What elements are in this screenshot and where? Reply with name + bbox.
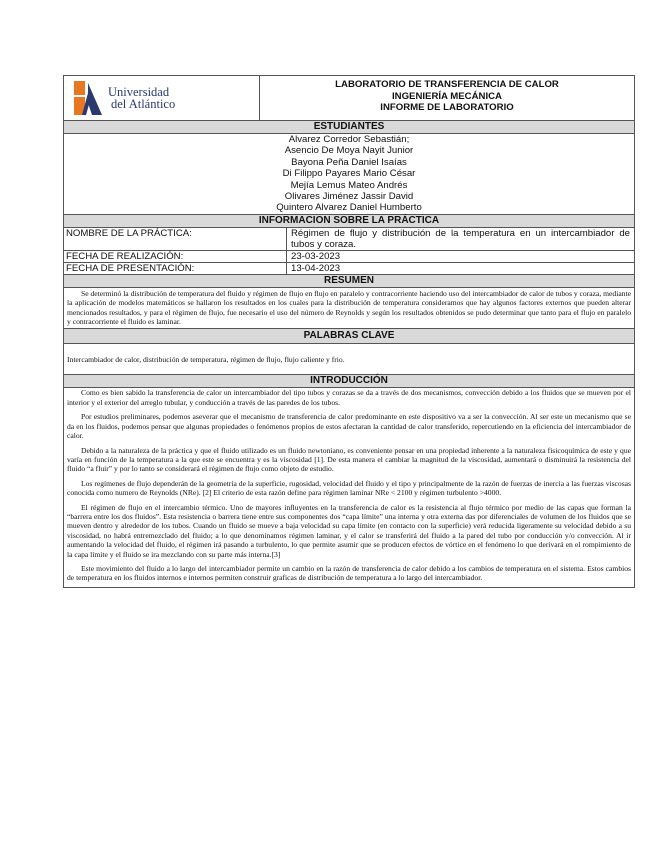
keywords-text: Intercambiador de calor, distribución de temperatura, régimen de flujo, flujo caliente y frio. — [67, 354, 345, 364]
realization-date-row — [64, 250, 634, 262]
university-emblem-icon — [74, 81, 102, 115]
lab-title: LABORATORIO DE TRANSFERENCIA DE CALOR — [335, 79, 559, 90]
student-name: Asencio De Moya Nayit Junior — [284, 145, 414, 157]
student-name: Quintero Alvarez Daniel Humberto — [276, 202, 422, 214]
keywords-heading: PALABRAS CLAVE — [64, 328, 634, 343]
program-title: INGENIERÍA MECÁNICA — [392, 90, 502, 102]
presentation-date-label: FECHA DE PRESENTACIÓN: — [64, 263, 287, 274]
intro-paragraph-2: Por estudios preliminares, podemos aseverar que el mecanismo de transferencia de calor predominante en este dispositivo va a ser la convección. Al ser este un mecanismo que se da en los fluidos, podemos pensar que algunas propiedades o fenómenos propios de estos afectaran la cantidad de calor transferido, repercutiendo en la eficiencia del intercambiador de calor. — [67, 412, 631, 441]
students-heading: ESTUDIANTES — [64, 120, 634, 133]
practice-name-row — [64, 227, 634, 250]
summary-heading: RESUMEN — [64, 274, 634, 287]
students-list — [64, 133, 634, 214]
report-header — [64, 76, 634, 120]
report-type-title: INFORME DE LABORATORIO — [380, 102, 514, 113]
summary-text: Se determinó la distribución de temperatura del fluido y régimen de flujo en flujo en paralelo y contracorriente haciendo uso del intercambiador de calor de tubos y coraza, mediante la aplicación de modelos matemáticos se hallaron los resultados en los cuales para la distribución de temperatura consideramos que hay algunos factores externos que pueden alterar mencionados resultados, y para el régimen de flujo, fue necesario el uso del número de Reynolds y según los resultados obtenidos se pudo determinar que tanto para el flujo en paralelo y contracorriente el fluido es laminar. — [67, 288, 631, 327]
intro-paragraph-6: Este movimiento del fluido a lo largo del intercambiador permite un cambio en la razón de transferencia de calor debido a los cambios de temperatura en el sistema. Estos cambios de temperatura en los fluidos internos e internos permiten construir graficas de distribución de temperatura a lo largo del intercambiador. — [67, 563, 631, 583]
lab-report-page — [63, 75, 635, 588]
keywords-section — [64, 343, 634, 374]
student-name: Di Filippo Payares Mario César — [282, 168, 416, 180]
summary-section — [64, 287, 634, 329]
report-titles — [260, 76, 634, 120]
intro-paragraph-3: Debido a la naturaleza de la práctica y que el fluido utilizado es un fluido newtoniano, es conveniente pensar en una propiedad inherente a la naturaleza fisicoquímica de este y que varía en función de la temperatura a la que este se encuentra y es la viscosidad [1]. De esta manera el cambiar la magnitud de la viscosidad, aumentará o disminuirá la resistencia del fluido “a fluir” y por lo tanto se considerará el régimen de flujo como objeto de estudio. — [67, 445, 631, 474]
university-name — [108, 86, 175, 110]
student-name: Bayona Peña Daniel Isaías — [291, 156, 407, 168]
presentation-date-row — [64, 262, 634, 274]
intro-paragraph-5: El régimen de flujo en el intercambio térmico. Uno de mayores influyentes en la transferencia de calor es la resistencia al flujo térmico por medio de las capas que forman la “barrera entre los dos fluidos”. Esta resistencia o barrera tiene entre sus componentes dos “capa límite” una interna y otra externa das por diferenciales de volumen de los fluidos que se mueven dentro y alrededor de los tubos. Cuando un fluido se mueve a baja velocidad su capa límite (en contacto con la superficie) verá reducida ligeramente su velocidad debido a su viscosidad, no habrá entremezclado del fluido; a lo que denominamos régimen laminar, y el calor se transferirá del fluido a la pared del tubo por conducción y/o convección. Al ir aumentando la velocidad del fluido, el régimen irá pasando a turbulento, lo que permite asumir que se producen efectos de vórtice en el fenómeno lo que derivará en el rompimiento de la capa límite y el fluido se ira mezclando con su parte más interna.[3] — [67, 502, 631, 559]
introduction-section — [64, 387, 634, 586]
student-name: Olivares Jiménez Jassir David — [284, 191, 414, 203]
realization-date-value: 23-03-2023 — [291, 250, 341, 262]
presentation-date-value: 13-04-2023 — [291, 262, 341, 274]
university-logo — [64, 76, 260, 120]
introduction-heading: INTRODUCCIÓN — [64, 374, 634, 387]
intro-paragraph-1: Como es bien sabido la transferencia de calor un intercambiador del tipo tubos y corazas se da a través de dos mecanismos, convección debido a los fluidos que se mueven por el interior y el exterior del arreglo tubular, y conducción a través de las paredes de los tubos. — [67, 388, 631, 407]
student-name: Mejía Lemus Mateo Andrés — [290, 179, 408, 191]
logo-line-1: Universidad — [108, 85, 170, 99]
logo-line-2: del Atlántico — [111, 97, 176, 111]
realization-date-label: FECHA DE REALIZACIÓN: — [64, 251, 287, 262]
intro-paragraph-4: Los regímenes de flujo dependerán de la geometría de la superficie, rugosidad, velocidad del fluido y el tipo y principalmente de la razón de fuerzas de inercia a las fuerzas viscosas conocida como numero de Reynolds (NRe). [2] El criterio de esta razón define para régimen laminar NRe < 2100 y régimen turbulento >4000. — [67, 478, 631, 498]
practice-info-heading: INFORMACION SOBRE LA PRÁCTICA — [64, 214, 634, 227]
student-name: Alvarez Corredor Sebastián; — [288, 134, 410, 145]
practice-name-value: Régimen de flujo y distribución de la temperatura en un intercambiador de tubos y coraza. — [291, 227, 630, 250]
practice-name-label: NOMBRE DE LA PRÁCTICA: — [64, 228, 287, 250]
